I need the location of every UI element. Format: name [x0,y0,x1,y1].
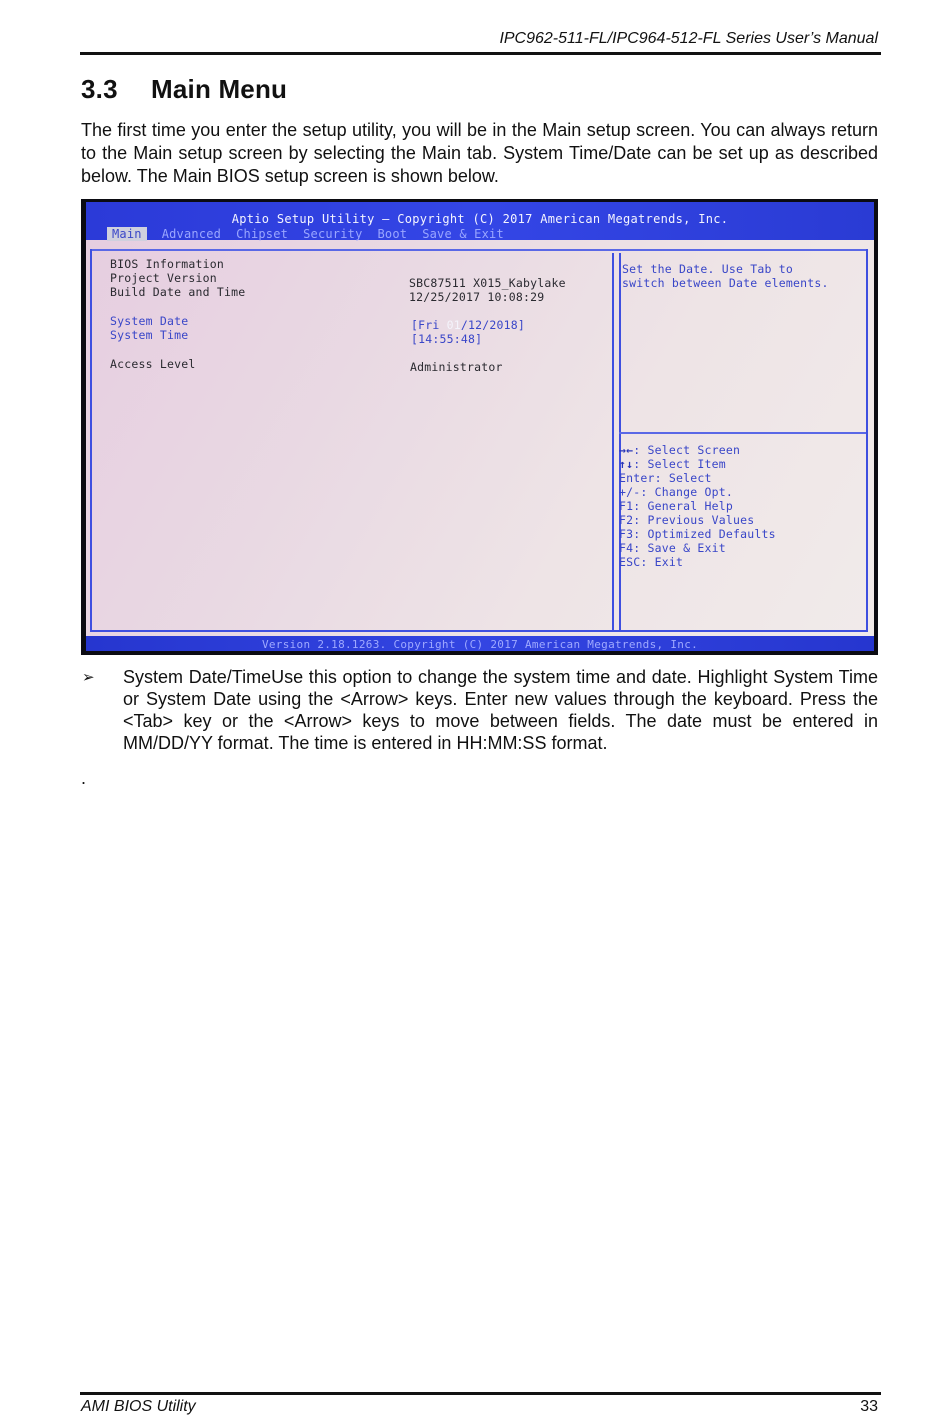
help-text-line-1: Set the Date. Use Tab to [622,262,793,276]
bios-tab-chipset[interactable]: Chipset [236,227,289,241]
key-help-f4: F4: Save & Exit [619,541,726,555]
up-down-arrows-icon: ↑↓ [619,457,634,471]
key-help-select-item [619,457,726,471]
bios-panel-divider [612,253,621,630]
stray-period: . [81,768,87,788]
key-help-enter: Enter: Select [619,471,712,485]
bios-tab-advanced[interactable]: Advanced [161,227,222,241]
intro-paragraph: The first time you enter the setup utility, you will be in the Main setup screen. You can always return to the Main setup screen by selecting the Main tab. System Time/Date can be set up as described below. The Main BIOS setup screen is shown below. [81,120,878,186]
bios-information-heading: BIOS Information [110,257,224,271]
build-date-label: Build Date and Time [110,285,246,299]
system-date-suffix: /12/2018] [460,318,525,332]
bios-screenshot [81,199,878,655]
bios-tab-boot[interactable]: Boot [377,227,408,241]
bios-help-divider [619,432,866,434]
system-date-day-highlight[interactable]: 01 [446,318,461,332]
key-help-esc: ESC: Exit [619,555,684,569]
bios-tab-security[interactable]: Security [303,227,363,241]
bios-top-bar [86,202,874,240]
footer-rule [80,1392,881,1395]
bios-tab-main[interactable]: Main [107,227,147,241]
project-version-value: SBC87511 X015_Kabylake [409,276,566,290]
key-help-select-screen [619,443,740,457]
page-number: 33 [860,1398,878,1415]
key-help-f1: F1: General Help [619,499,733,513]
help-text-line-2: switch between Date elements. [622,276,829,290]
bullet-arrow-icon: ➢ [82,669,95,686]
left-right-arrows-icon: →← [619,443,634,457]
bios-screen [86,202,874,651]
key-help-f2: F2: Previous Values [619,513,755,527]
section-heading [81,74,287,105]
system-date-field[interactable] [411,318,525,332]
project-version-label: Project Version [110,271,217,285]
system-time-field[interactable]: [14:55:48] [411,332,483,346]
bios-title: Aptio Setup Utility – Copyright (C) 2017 American Megatrends, Inc. [231,212,729,226]
bios-bottom-bar [86,636,874,651]
build-date-value: 12/25/2017 10:08:29 [409,290,545,304]
system-date-prefix: [Fri [411,318,447,332]
section-number: 3.3 [81,74,118,104]
key-help-f3: F3: Optimized Defaults [619,527,776,541]
bios-tab-bar [112,227,519,241]
bios-frame [90,249,868,632]
bios-version-line: Version 2.18.1263. Copyright (C) 2017 American Megatrends, Inc. [261,638,699,651]
key-help-desc: : Select Screen [633,443,741,457]
footer-chapter-title: AMI BIOS Utility [81,1398,196,1415]
section-title: Main Menu [151,74,288,104]
header-rule [80,52,881,55]
key-help-desc: : Select Item [633,457,726,471]
running-header: IPC962-511-FL/IPC964-512-FL Series User’s Manual [499,30,878,47]
access-level-label: Access Level [110,357,196,371]
system-date-label[interactable]: System Date [110,314,189,328]
key-help-change-opt: +/-: Change Opt. [619,485,733,499]
bullet-system-date-time: System Date/TimeUse this option to change the system time and date. Highlight System Time or System Date using the <Arrow> keys. Enter new values through the keyboard. Press the <Tab> key or the <Arrow> keys to move between fields. The date must be entered in MM/DD/YY format. The time is entered in HH:MM:SS format. [123,667,878,753]
access-level-value: Administrator [410,360,503,374]
system-time-label[interactable]: System Time [110,328,189,342]
bios-tab-save-exit[interactable]: Save & Exit [422,227,504,241]
